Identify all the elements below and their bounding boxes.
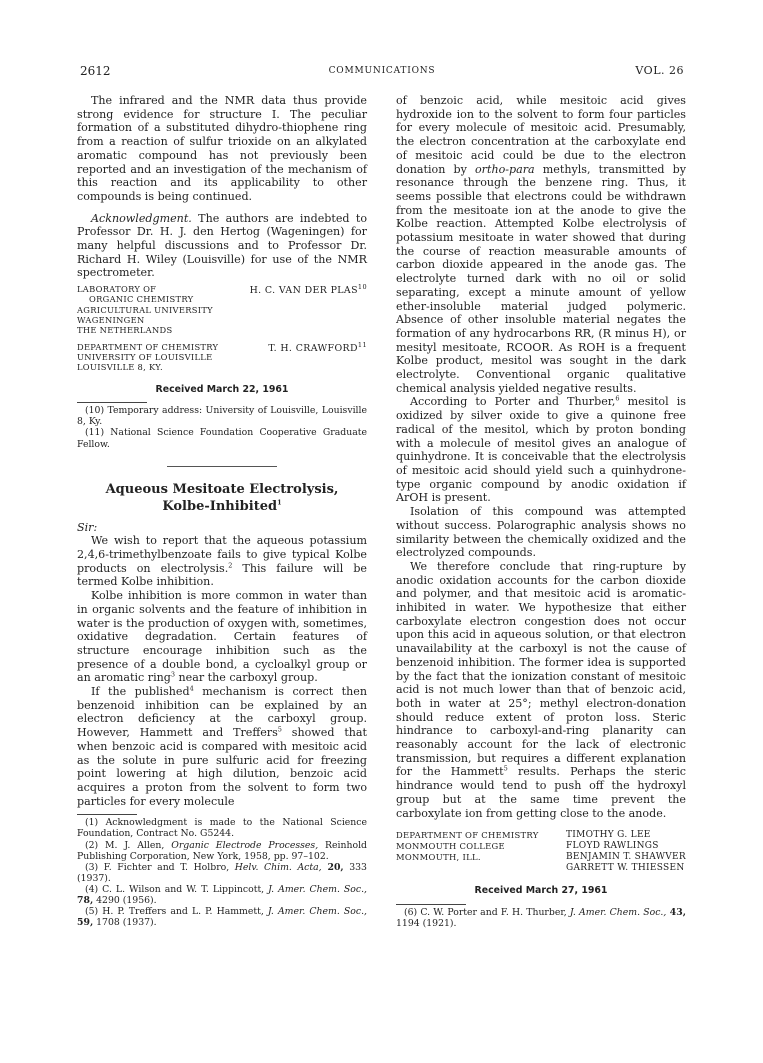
author-name: T. H. CRAWFORD$^{11}$ [268, 340, 367, 354]
paragraph: The infrared and the NMR data thus provide strong evidence for structure I. The peculiar formation of a substituted dihydro-thiophene ring from a reaction of sulfur trioxide on an alkylated aromatic compound has not previously been reported and an investigation of the mechanism of this reaction and its applicability to other compounds is being continued. [77, 94, 367, 203]
footnote: (3) F. Fichter and T. Holbro, Helv. Chim. Acta, 20, 333 (1937). [77, 861, 367, 884]
affiliation-address [77, 284, 213, 335]
footnote-rule [77, 814, 137, 815]
acknowledgment-paragraph [77, 212, 367, 281]
author-name: FLOYD RAWLINGS [565, 841, 659, 852]
paragraph: of benzoic acid, while mesitoic acid gives hydroxide ion to the solvent to form four particles for every molecule of mesitoic acid. Presumably, the electron concentration at the carboxylate end of mesitoic acid could be due to the electron donation by ortho-para methyls, transmitted by resonance through the benzene ring. Thus, it seems possible that electrons could be withdrawn from the mesitoate ion at the anode to give the Kolbe reaction. Attempted Kolbe electrolysis of potassium mesitoate in water showed that during the course of reaction measurable amounts of carbon dioxide appeared in the anode gas. The electrolyte turned dark with no oil or solid separating, except a minute amount of yellow ether-insoluble material judged polymeric. Absence of other insoluble material negates the formation of any hydrocarbons RR, (R minus H), or mesityl mesitoate, RCOOR. As ROH is a frequent Kolbe product, mesitol was sought in the dark electrolyte. Conventional organic qualitative chemical analysis yielded negative results. [396, 94, 686, 395]
author-name: TIMOTHY G. LEE [565, 830, 651, 841]
address-line: ORGANIC CHEMISTRY [89, 294, 194, 305]
author-name: H. C. VAN DER PLAS$^{10}$ [249, 283, 367, 297]
article-title: Aqueous Mesitoate Electrolysis, Kolbe-Inhibited$^1$ [105, 481, 339, 514]
address-line: MONMOUTH COLLEGE [396, 841, 505, 852]
footnote: (11) National Science Foundation Cooperative Graduate Fellow. [77, 427, 367, 450]
author-name: BENJAMIN T. SHAWVER [565, 852, 686, 863]
footnote: (5) H. P. Treffers and L. P. Hammett, J. Amer. Chem. Soc., 59, 1708 (1937). [77, 906, 367, 929]
paragraph: According to Porter and Thurber,$^6$ mesitol is oxidized by silver oxide to give a quinone free radical of the mesitol, which by proton bonding with a molecule of mesitol gives an analogue of quinhydrone. It is conceivable that the electrolysis of mesitoic acid should yield such a quinhydrone-type organic compound by anodic oxidation if ArOH is present. [396, 394, 686, 505]
footnotes [77, 405, 367, 449]
address-line: WAGENINGEN [77, 315, 145, 326]
address-line: LABORATORY OF [77, 284, 157, 295]
left-column [77, 94, 367, 928]
address-line: UNIVERSITY OF LOUISVILLE [77, 351, 213, 362]
footnote: (10) Temporary address: University of Louisville, Louisville 8, Ky. [77, 405, 367, 428]
footnote: (2) M. J. Allen, Organic Electrode Processes, Reinhold Publishing Corporation, New York, 1958, pp. 97–102. [77, 839, 367, 862]
author-name: GARRETT W. THIESSEN [565, 863, 685, 874]
footnotes [77, 817, 367, 928]
footnote-rule [396, 904, 466, 905]
footnote: (1) Acknowledgment is made to the National Science Foundation, Contract No. G5244. [77, 817, 367, 840]
paragraph: We therefore conclude that ring-rupture by anodic oxidation accounts for the carbon dioxide and polymer, and that mesitoic acid is aromatic-inhibited in water. We hypothesize that either carboxylate electron congestion does not occur upon this acid in aqueous solution, or that electron unavailability at the carboxyl is not the cause of benzenoid inhibition. The former idea is supported by the fact that the ionization constant of mesitoic acid is not much lower than that of benzoic acid, both in water at 25°; methyl electron-donation should reduce extent of proton loss. Steric hindrance to carboxyl-and-ring planarity can reasonably account for the lack of electronic transmission, but requires a different explanation for the Hammett$^5$ results. Perhaps the steric hindrance would tend to push off the hydroxyl group but at the same time prevent the carboxylate ion from getting close to the anode. [396, 559, 686, 820]
paragraph: Isolation of this compound was attempted without success. Polarographic analysis shows no similarity between the chemically oxidized and the electrolyzed compounds. [396, 505, 686, 560]
volume-label: VOL. 26 [635, 64, 684, 77]
footnote-rule [77, 402, 147, 403]
affiliation-address [77, 342, 218, 373]
author-list [566, 830, 686, 874]
affiliation-address [396, 830, 539, 874]
footnote: (6) C. W. Porter and F. H. Thurber, J. Amer. Chem. Soc., 43, 1194 (1921). [396, 906, 686, 930]
footnotes [396, 907, 686, 929]
page-number: 2612 [80, 64, 111, 78]
affiliation-block [77, 284, 367, 335]
section-title: COMMUNICATIONS [328, 66, 436, 76]
address-line: MONMOUTH, ILL. [396, 852, 481, 863]
affiliation-block [396, 830, 686, 874]
acknowledgment-text: The authors are indebted to Professor Dr. H. J. den Hertog (Wageningen) for many helpful discussions and to Professor Dr. Richard H. Wiley (Louisville) for use of the NMR spectrometer. [77, 211, 367, 280]
paragraph: We wish to report that the aqueous potassium 2,4,6-trimethylbenzoate fails to give typical Kolbe products on electrolysis.$^2$ This failure will be termed Kolbe inhibition. [77, 534, 367, 589]
address-line: AGRICULTURAL UNIVERSITY [77, 304, 213, 315]
address-line: LOUISVILLE 8, KY. [77, 362, 163, 373]
salutation: Sir: [77, 520, 98, 534]
footnote: (4) C. L. Wilson and W. T. Lippincott, J. Amer. Chem. Soc., 78, 4290 (1956). [77, 883, 367, 907]
received-date: Received March 27, 1961 [474, 885, 608, 897]
received-date: Received March 22, 1961 [155, 383, 289, 395]
address-line: THE NETHERLANDS [77, 325, 173, 336]
running-header [80, 64, 684, 80]
paragraph: Kolbe inhibition is more common in water than in organic solvents and the feature of inhibition in water is the production of oxygen with, sometimes, oxidative degradation. Certain features of structure encourage inhibition such as the presence of a double bond, a cycloalkyl group or an aromatic ring$^3$ near the carboxyl group. [77, 589, 367, 685]
right-column [396, 94, 686, 929]
section-divider [167, 466, 277, 467]
affiliation-block [77, 342, 367, 373]
paragraph: If the published$^4$ mechanism is correct then benzenoid inhibition can be explained by an electron deficiency at the carboxyl group. However, Hammett and Treffers$^5$ showed that when benzoic acid is compared with mesitoic acid as the solute in pure sulfuric acid for freezing point lowering at high dilution, benzoic acid acquires a proton from the solvent to form two particles for every molecule [77, 684, 367, 808]
address-line: DEPARTMENT OF CHEMISTRY [77, 341, 219, 352]
address-line: DEPARTMENT OF CHEMISTRY [396, 830, 539, 841]
acknowledgment-label: Acknowledgment. [91, 211, 192, 225]
